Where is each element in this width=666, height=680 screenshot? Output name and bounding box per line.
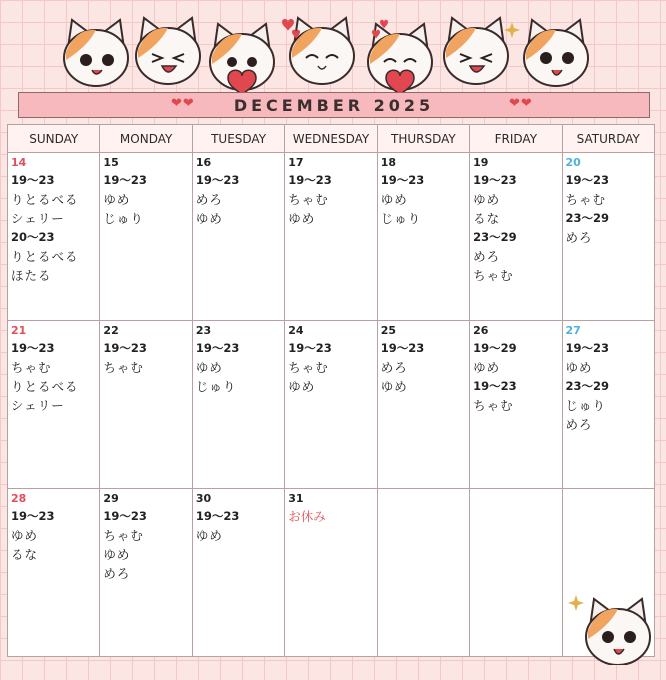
staff-name: りとるべる <box>11 249 79 264</box>
shift-time: 19〜29 <box>473 341 517 355</box>
cat-icon <box>64 20 128 86</box>
day-cell <box>377 153 469 321</box>
staff-name: るな <box>473 211 501 226</box>
staff-name: ゆめ <box>565 360 593 375</box>
shift-time: 19〜23 <box>380 341 425 355</box>
cat-icon <box>444 18 508 84</box>
staff-name: ゆめ <box>288 211 316 226</box>
heart-icon: ❤❤ <box>171 96 195 111</box>
week-row <box>8 153 655 321</box>
calendar-weeks <box>8 153 655 657</box>
day-number: 14 <box>11 156 27 169</box>
day-number: 25 <box>380 324 396 337</box>
staff-name: ゆめ <box>380 192 408 207</box>
shift-time: 19〜23 <box>473 173 517 187</box>
day-cell <box>285 321 377 489</box>
week-row <box>8 321 655 489</box>
day-number: 31 <box>288 492 304 505</box>
staff-name: ゆめ <box>195 211 223 226</box>
staff-name: ちゃむ <box>288 192 329 207</box>
weekday-saturday: SATURDAY <box>562 125 654 153</box>
month-title: DECEMBER 2025 <box>233 95 435 115</box>
staff-name: じゅり <box>103 211 144 226</box>
staff-name: めろ <box>565 417 593 432</box>
sparkle-icon <box>504 22 520 38</box>
shift-time: 23〜29 <box>565 211 610 225</box>
holiday-label: お休み <box>288 509 326 524</box>
staff-name: ゆめ <box>195 528 223 543</box>
day-number: 15 <box>103 156 119 169</box>
staff-name: ちゃむ <box>11 360 52 375</box>
day-number: 29 <box>103 492 119 505</box>
week-row <box>8 489 655 657</box>
cat-icon <box>524 20 588 86</box>
staff-name: じゅり <box>565 398 607 413</box>
day-cell <box>562 153 654 321</box>
day-cell <box>8 321 100 489</box>
cats-illustration <box>60 6 620 98</box>
day-number: 23 <box>195 324 212 337</box>
day-cell <box>470 153 562 321</box>
staff-name: ちゃむ <box>473 268 514 283</box>
cat-icon <box>586 599 650 665</box>
day-cell <box>285 153 377 321</box>
shift-time: 19〜23 <box>11 173 55 187</box>
staff-name: ゆめ <box>473 192 501 207</box>
staff-name: じゅり <box>195 379 237 394</box>
day-cell <box>8 489 100 657</box>
shift-time: 19〜23 <box>195 341 240 355</box>
staff-name: るな <box>11 547 39 562</box>
shift-time: 19〜23 <box>473 379 517 393</box>
staff-name: めろ <box>195 192 223 207</box>
staff-name: ちゃむ <box>565 192 607 207</box>
shift-time: 23〜29 <box>473 230 517 244</box>
weekday-sunday: SUNDAY <box>8 125 100 153</box>
shift-time: 19〜23 <box>565 341 610 355</box>
empty-day-cell <box>470 489 562 657</box>
day-number: 16 <box>195 156 212 169</box>
staff-name: めろ <box>473 249 501 264</box>
staff-name: ゆめ <box>473 360 501 375</box>
shift-time: 19〜23 <box>11 341 55 355</box>
weekday-wednesday: WEDNESDAY <box>285 125 377 153</box>
shift-time: 19〜23 <box>565 173 610 187</box>
corner-cat-illustration <box>566 585 656 665</box>
staff-name: ほたる <box>11 268 52 283</box>
staff-name: ゆめ <box>103 547 131 562</box>
staff-name: りとるべる <box>11 379 79 394</box>
shift-time: 19〜23 <box>380 173 425 187</box>
day-number: 24 <box>288 324 304 337</box>
day-number: 17 <box>288 156 304 169</box>
shift-time: 19〜23 <box>11 509 55 523</box>
day-number: 20 <box>565 156 581 169</box>
shift-time: 19〜23 <box>288 341 332 355</box>
shift-time: 19〜23 <box>103 173 147 187</box>
weekday-header-row <box>8 125 655 153</box>
weekday-tuesday: TUESDAY <box>192 125 284 153</box>
staff-name: めろ <box>380 360 408 375</box>
staff-name: ゆめ <box>195 360 223 375</box>
staff-name: シェリー <box>11 398 65 413</box>
shift-time: 19〜23 <box>103 341 147 355</box>
day-number: 22 <box>103 324 119 337</box>
day-cell <box>192 153 284 321</box>
day-number: 18 <box>380 156 396 169</box>
weekday-monday: MONDAY <box>100 125 192 153</box>
day-cell <box>192 321 284 489</box>
weekday-friday: FRIDAY <box>470 125 562 153</box>
day-number: 26 <box>473 324 489 337</box>
shift-time: 20〜23 <box>11 230 55 244</box>
staff-name: ゆめ <box>11 528 39 543</box>
sparkle-icon <box>568 595 584 611</box>
day-cell <box>192 489 284 657</box>
weekday-thursday: THURSDAY <box>377 125 469 153</box>
staff-name: ゆめ <box>380 379 408 394</box>
shift-time: 23〜29 <box>565 379 610 393</box>
day-cell <box>100 153 192 321</box>
empty-day-cell <box>377 489 469 657</box>
day-cell <box>285 489 377 657</box>
staff-name: めろ <box>565 230 593 245</box>
staff-name: めろ <box>103 566 131 581</box>
staff-name: シェリー <box>11 211 65 226</box>
staff-name: ちゃむ <box>288 360 329 375</box>
staff-name: じゅり <box>380 211 422 226</box>
staff-name: ゆめ <box>103 192 131 207</box>
staff-name: りとるべる <box>11 192 79 207</box>
shift-time: 19〜23 <box>288 173 332 187</box>
calendar-grid <box>7 124 655 657</box>
day-number: 21 <box>11 324 27 337</box>
staff-name: ちゃむ <box>103 528 144 543</box>
staff-name: ゆめ <box>288 379 316 394</box>
day-number: 30 <box>195 492 212 505</box>
cat-icon <box>210 24 274 96</box>
day-number: 19 <box>473 156 489 169</box>
day-cell <box>8 153 100 321</box>
shift-time: 19〜23 <box>103 509 147 523</box>
cat-icon <box>136 18 200 84</box>
shift-time: 19〜23 <box>195 509 240 523</box>
day-cell <box>377 321 469 489</box>
staff-name: ちゃむ <box>103 360 144 375</box>
month-banner <box>18 92 650 118</box>
shift-time: 19〜23 <box>195 173 240 187</box>
day-cell <box>470 321 562 489</box>
heart-icon: ❤❤ <box>509 96 533 111</box>
day-cell <box>100 321 192 489</box>
day-cell <box>100 489 192 657</box>
cat-icon <box>290 18 354 84</box>
day-number: 27 <box>565 324 581 337</box>
day-cell <box>562 321 654 489</box>
day-number: 28 <box>11 492 27 505</box>
staff-name: ちゃむ <box>473 398 514 413</box>
